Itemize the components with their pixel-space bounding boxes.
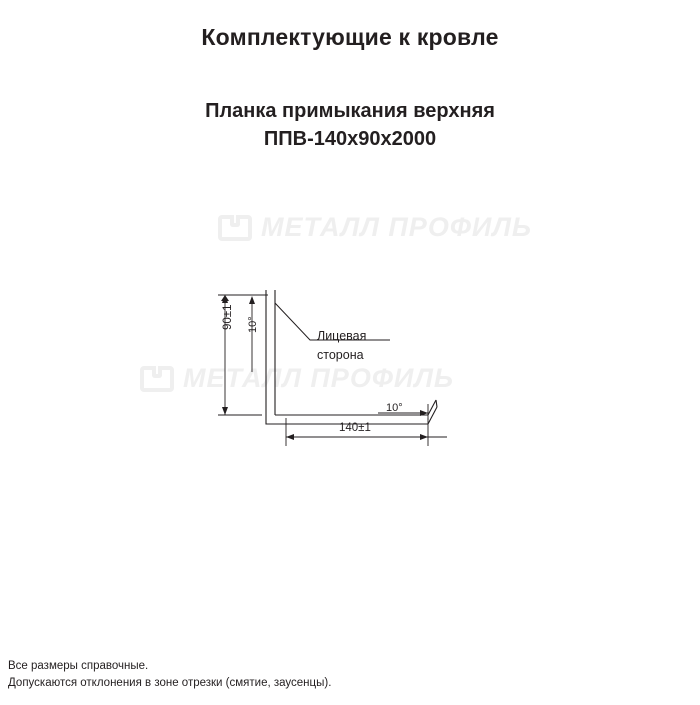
product-code: ППВ-140х90х2000	[263, 128, 437, 150]
dim-arrowhead-angle-top	[249, 296, 255, 304]
dimension-height-label: 90±1	[222, 304, 234, 330]
profile-return-inner	[428, 400, 436, 415]
dim-arrowhead-height-bottom	[222, 407, 228, 415]
footnote-line-2: Допускаются отклонения в зоне отрезки (смятие, заусенцы).	[8, 677, 332, 689]
profile-return-outer	[428, 407, 437, 424]
annotation-face-line2: сторона	[317, 348, 364, 362]
dimension-angle-bottom-label: 10°	[386, 402, 403, 414]
product-name: Планка примыкания верхняя	[205, 100, 495, 122]
dimension-angle-top-label: 10°	[247, 316, 259, 333]
page-title: Комплектующие к кровле	[201, 24, 499, 50]
watermark-text: МЕТАЛЛ ПРОФИЛЬ	[183, 363, 454, 393]
annotation-face-line1: Лицевая	[317, 329, 367, 343]
footnote-line-1: Все размеры справочные.	[8, 660, 149, 672]
watermark-text: МЕТАЛЛ ПРОФИЛЬ	[261, 212, 532, 242]
dim-arrowhead-width-left	[286, 434, 294, 440]
dim-arrowhead-width-right	[420, 434, 428, 440]
dimension-width-label: 140±1	[339, 422, 371, 434]
profile-return-end	[436, 400, 437, 407]
footnotes	[8, 658, 331, 692]
